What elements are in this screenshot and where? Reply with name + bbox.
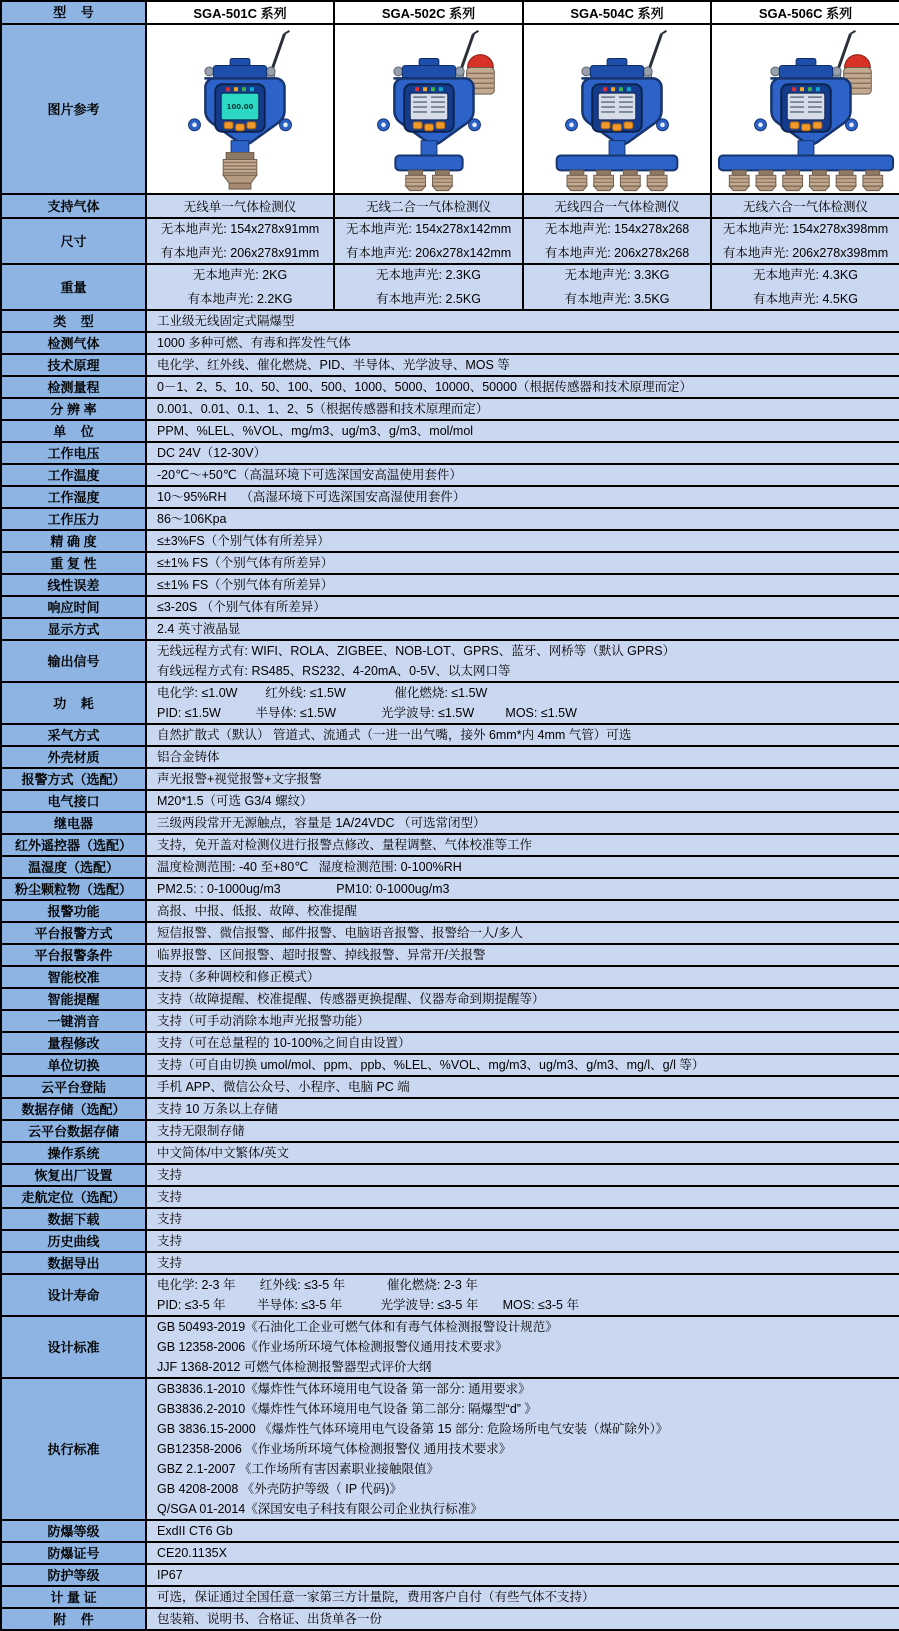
value-line: 无本地声光: 154x278x142mm [345, 222, 512, 236]
support-value: 无线四合一气体检测仪 [523, 194, 711, 218]
row-value [146, 1164, 899, 1186]
row-value [146, 1586, 899, 1608]
support-value: 无线六合一气体检测仪 [711, 194, 899, 218]
table-row-models [1, 1, 899, 24]
table-row [1, 768, 899, 790]
value-line: IP67 [157, 1568, 183, 1582]
value-line: -20℃～+50℃（高温环境下可选深国安高温使用套件） [157, 468, 462, 482]
table-row [1, 1032, 899, 1054]
table-row [1, 530, 899, 552]
table-row [1, 1164, 899, 1186]
row-value [146, 376, 899, 398]
row-label-images: 图片参考 [1, 24, 146, 194]
table-row [1, 1564, 899, 1586]
table-row [1, 640, 899, 682]
row-label: 继电器 [1, 812, 146, 834]
value-line: 支持 10 万条以上存储 [157, 1102, 278, 1116]
row-value [146, 966, 899, 988]
gas-detector-icon [336, 25, 522, 193]
row-label: 工作湿度 [1, 486, 146, 508]
row-label: 单 位 [1, 420, 146, 442]
row-label: 温湿度（选配） [1, 856, 146, 878]
gas-detector-icon [713, 25, 899, 193]
row-label-support: 支持气体 [1, 194, 146, 218]
row-label: 数据导出 [1, 1252, 146, 1274]
row-value [146, 354, 899, 376]
table-row [1, 1608, 899, 1630]
value-line: 支持，免开盖对检测仪进行报警点修改、量程调整、气体校准等工作 [157, 838, 533, 852]
row-value [146, 768, 899, 790]
gas-detector-image [335, 25, 522, 193]
value-line: 短信报警、微信报警、邮件报警、电脑语音报警、报警给一人/多人 [157, 926, 523, 940]
row-label: 附 件 [1, 1608, 146, 1630]
row-value [146, 1520, 899, 1542]
value-line: ExdII CT6 Gb [157, 1524, 233, 1538]
value-line: 有本地声光: 4.5KG [753, 292, 858, 306]
row-value [146, 988, 899, 1010]
value-line: 工业级无线固定式隔爆型 [157, 314, 295, 328]
table-row [1, 420, 899, 442]
value-line: 无本地声光: 2.3KG [376, 268, 481, 282]
row-value [146, 746, 899, 768]
value-line: 电化学: 2-3 年 红外线: ≤3-5 年 催化燃烧: 2-3 年 [157, 1278, 478, 1292]
value-line: GB 50493-2019《石油化工企业可燃气体和有毒气体检测报警设计规范》 [157, 1320, 558, 1334]
value-line: 三级两段常开无源触点，容量是 1A/24VDC （可选常闭型） [157, 816, 486, 830]
row-value [146, 1274, 899, 1316]
table-row [1, 464, 899, 486]
table-row [1, 508, 899, 530]
table-row [1, 596, 899, 618]
value-line: 有本地声光: 206x278x398mm [722, 246, 889, 260]
row-value [146, 834, 899, 856]
row-label: 防爆证号 [1, 1542, 146, 1564]
row-value [146, 640, 899, 682]
value-line: 有本地声光: 206x278x91mm [160, 246, 320, 260]
size-value [334, 218, 523, 264]
value-line: M20*1.5（可选 G3/4 螺纹） [157, 794, 313, 808]
model-header: SGA-504C 系列 [523, 1, 711, 24]
table-row [1, 1098, 899, 1120]
table-row [1, 332, 899, 354]
table-row [1, 1520, 899, 1542]
row-label: 执行标准 [1, 1378, 146, 1520]
value-line: ≤3-20S （个别气体有所差异） [157, 600, 326, 614]
row-label: 工作压力 [1, 508, 146, 530]
table-row [1, 746, 899, 768]
row-value [146, 922, 899, 944]
row-label: 工作电压 [1, 442, 146, 464]
value-line: 10～95%RH （高湿环境下可选深国安高湿使用套件） [157, 490, 466, 504]
row-label: 检测量程 [1, 376, 146, 398]
row-label: 计 量 证 [1, 1586, 146, 1608]
value-line: 0－1、2、5、10、50、100、500、1000、5000、10000、50000（根据传感器和技术原理而定） [157, 380, 692, 394]
value-line: 铝合金铸体 [157, 750, 220, 764]
row-value [146, 1542, 899, 1564]
row-label: 粉尘颗粒物（选配） [1, 878, 146, 900]
value-line: 高报、中报、低报、故障、校准提醒 [157, 904, 358, 918]
row-value [146, 1378, 899, 1520]
row-label: 恢复出厂设置 [1, 1164, 146, 1186]
row-value [146, 1186, 899, 1208]
row-label: 工作温度 [1, 464, 146, 486]
table-row-size_row [1, 218, 899, 264]
support-value: 无线单一气体检测仪 [146, 194, 334, 218]
row-value [146, 508, 899, 530]
row-label: 重 复 性 [1, 552, 146, 574]
row-value [146, 574, 899, 596]
table-row [1, 1054, 899, 1076]
row-value [146, 1252, 899, 1274]
row-value [146, 1230, 899, 1252]
value-line: ≤±3%FS（个别气体有所差异） [157, 534, 330, 548]
row-value [146, 310, 899, 332]
row-value [146, 812, 899, 834]
value-line: DC 24V（12-30V） [157, 446, 267, 460]
row-value [146, 944, 899, 966]
value-line: 中文简体/中文繁体/英文 [157, 1146, 289, 1160]
row-value [146, 1608, 899, 1630]
row-value [146, 1316, 899, 1378]
table-row [1, 618, 899, 640]
value-line: 无本地声光: 4.3KG [753, 268, 858, 282]
row-value [146, 1564, 899, 1586]
row-value [146, 464, 899, 486]
row-value [146, 420, 899, 442]
table-row [1, 988, 899, 1010]
value-line: 支持 [157, 1190, 183, 1204]
value-line: 电化学: ≤1.0W 红外线: ≤1.5W 催化燃烧: ≤1.5W [157, 686, 488, 700]
model-header: SGA-501C 系列 [146, 1, 334, 24]
value-line: Q/SGA 01-2014《深国安电子科技有限公司企业执行标准》 [157, 1502, 483, 1516]
table-row [1, 1252, 899, 1274]
row-label: 智能提醒 [1, 988, 146, 1010]
value-line: 有本地声光: 2.2KG [187, 292, 293, 306]
value-line: 可选，保证通过全国任意一家第三方计量院，费用客户自付（有些气体不支持） [157, 1590, 595, 1604]
row-value [146, 878, 899, 900]
row-value [146, 530, 899, 552]
table-row [1, 574, 899, 596]
device-cell [334, 24, 523, 194]
row-label: 精 确 度 [1, 530, 146, 552]
row-label: 数据存储（选配） [1, 1098, 146, 1120]
value-line: ≤±1% FS（个别气体有所差异） [157, 556, 334, 570]
row-label: 一键消音 [1, 1010, 146, 1032]
table-row [1, 1378, 899, 1520]
row-label: 智能校准 [1, 966, 146, 988]
value-line: 支持 [157, 1234, 183, 1248]
table-row [1, 1142, 899, 1164]
gas-detector-icon [147, 25, 333, 193]
table-row [1, 856, 899, 878]
row-value [146, 724, 899, 746]
row-label: 历史曲线 [1, 1230, 146, 1252]
weight-value [146, 264, 334, 310]
value-line: 86～106Kpa [157, 512, 227, 526]
value-line: 支持（故障提醒、校准提醒、传感器更换提醒、仪器寿命到期提醒等） [157, 992, 545, 1006]
row-label: 类 型 [1, 310, 146, 332]
table-row-weight_row [1, 264, 899, 310]
value-line: 无本地声光: 2KG [192, 268, 288, 282]
value-line: 2.4 英寸液晶显 [157, 622, 241, 636]
table-row [1, 834, 899, 856]
table-row [1, 376, 899, 398]
row-value [146, 1032, 899, 1054]
row-label: 显示方式 [1, 618, 146, 640]
value-line: JJF 1368-2012 可燃气体检测报警器型式评价大纲 [157, 1360, 432, 1374]
row-label: 电气接口 [1, 790, 146, 812]
gas-detector-icon [524, 25, 710, 193]
table-row [1, 1274, 899, 1316]
value-line: GB12358-2006 《作业场所环境气体检测报警仪 通用技术要求》 [157, 1442, 512, 1456]
table-row-images [1, 24, 899, 194]
table-row [1, 966, 899, 988]
table-row [1, 486, 899, 508]
row-label: 设计寿命 [1, 1274, 146, 1316]
gas-detector-image [147, 25, 333, 193]
row-label: 输出信号 [1, 640, 146, 682]
weight-value [711, 264, 899, 310]
value-line: 无本地声光: 3.3KG [564, 268, 670, 282]
row-label: 平台报警方式 [1, 922, 146, 944]
table-row [1, 1316, 899, 1378]
table-row [1, 354, 899, 376]
row-label: 单位切换 [1, 1054, 146, 1076]
size-value [523, 218, 711, 264]
value-line: 有本地声光: 2.5KG [376, 292, 481, 306]
row-label: 防爆等级 [1, 1520, 146, 1542]
value-line: 支持无限制存储 [157, 1124, 245, 1138]
row-value [146, 1076, 899, 1098]
table-row [1, 1586, 899, 1608]
row-label: 云平台登陆 [1, 1076, 146, 1098]
row-value [146, 1208, 899, 1230]
table-row [1, 812, 899, 834]
row-label: 线性误差 [1, 574, 146, 596]
value-line: 有线远程方式有: RS485、RS232、4-20mA、0-5V、以太网口等 [157, 664, 511, 678]
value-line: ≤±1% FS（个别气体有所差异） [157, 578, 334, 592]
row-value [146, 682, 899, 724]
size-value [711, 218, 899, 264]
row-label: 防护等级 [1, 1564, 146, 1586]
table-row [1, 724, 899, 746]
row-value [146, 1120, 899, 1142]
table-row [1, 944, 899, 966]
row-label: 设计标准 [1, 1316, 146, 1378]
value-line: 支持（多种调校和修正模式） [157, 970, 320, 984]
model-header: SGA-506C 系列 [711, 1, 899, 24]
value-line: 声光报警+视觉报警+文字报警 [157, 772, 322, 786]
weight-value [523, 264, 711, 310]
row-label: 尺寸 [1, 218, 146, 264]
table-row-support [1, 194, 899, 218]
row-label: 数据下载 [1, 1208, 146, 1230]
value-line: PPM、%LEL、%VOL、mg/m3、ug/m3、g/m3、mol/mol [157, 424, 474, 438]
table-row [1, 682, 899, 724]
row-label: 红外遥控器（选配） [1, 834, 146, 856]
row-value [146, 1142, 899, 1164]
value-line: 支持（可在总量程的 10-100%之间自由设置） [157, 1036, 411, 1050]
row-value [146, 1010, 899, 1032]
value-line: GB3836.2-2010《爆炸性气体环境用电气设备 第二部分: 隔爆型“d” 》 [157, 1402, 537, 1416]
value-line: PID: ≤3-5 年 半导体: ≤3-5 年 光学波导: ≤3-5 年 MOS: ≤3-5 年 [157, 1298, 579, 1312]
row-label: 重量 [1, 264, 146, 310]
value-line: GBZ 2.1-2007 《工作场所有害因素职业接触限值》 [157, 1462, 439, 1476]
row-label: 平台报警条件 [1, 944, 146, 966]
row-label: 检测气体 [1, 332, 146, 354]
row-label: 采气方式 [1, 724, 146, 746]
value-line: 无本地声光: 154x278x398mm [722, 222, 889, 236]
table-row [1, 310, 899, 332]
value-line: 支持 [157, 1168, 183, 1182]
device-cell [711, 24, 899, 194]
value-line: 自然扩散式（默认） 管道式、流通式（一进一出气嘴，接外 6mm*内 4mm 气管）可选 [157, 728, 632, 742]
value-line: 1000 多种可燃、有毒和挥发性气体 [157, 336, 351, 350]
table-row [1, 442, 899, 464]
row-value [146, 900, 899, 922]
table-row [1, 1010, 899, 1032]
support-value: 无线二合一气体检测仪 [334, 194, 523, 218]
row-value [146, 332, 899, 354]
table-row [1, 790, 899, 812]
gas-detector-image [524, 25, 710, 193]
value-line: 无本地声光: 154x278x268 [544, 222, 690, 236]
value-line: 有本地声光: 3.5KG [564, 292, 670, 306]
row-value [146, 486, 899, 508]
value-line: 包装箱、说明书、合格证、出货单各一份 [157, 1612, 383, 1626]
table-row [1, 398, 899, 420]
row-value [146, 790, 899, 812]
row-label: 操作系统 [1, 1142, 146, 1164]
value-line: 支持（可自由切换 umol/mol、ppm、ppb、%LEL、%VOL、mg/m3、ug/m3、g/m3、mg/l、g/l 等） [157, 1058, 705, 1072]
device-cell [146, 24, 334, 194]
value-line: 电化学、红外线、催化燃烧、PID、半导体、光学波导、MOS 等 [157, 358, 510, 372]
model-header: SGA-502C 系列 [334, 1, 523, 24]
weight-value [334, 264, 523, 310]
table-row [1, 1208, 899, 1230]
row-value [146, 596, 899, 618]
value-line: 0.001、0.01、0.1、1、2、5（根据传感器和技术原理而定） [157, 402, 489, 416]
value-line: PM2.5: : 0-1000ug/m3 PM10: 0-1000ug/m3 [157, 882, 450, 896]
value-line: CE20.1135X [157, 1546, 227, 1560]
value-line: 支持 [157, 1212, 183, 1226]
row-label: 分 辨 率 [1, 398, 146, 420]
row-label: 走航定位（选配） [1, 1186, 146, 1208]
value-line: GB3836.1-2010《爆炸性气体环境用电气设备 第一部分: 通用要求》 [157, 1382, 531, 1396]
row-value [146, 1054, 899, 1076]
row-value [146, 618, 899, 640]
row-label-model: 型 号 [1, 1, 146, 24]
row-label: 外壳材质 [1, 746, 146, 768]
row-label: 云平台数据存储 [1, 1120, 146, 1142]
value-line: 无线远程方式有: WIFI、ROLA、ZIGBEE、NOB-LOT、GPRS、蓝牙、网桥等（默认 GPRS） [157, 644, 676, 658]
row-label: 量程修改 [1, 1032, 146, 1054]
table-row [1, 1542, 899, 1564]
table-row [1, 1076, 899, 1098]
row-value [146, 1098, 899, 1120]
value-line: 支持 [157, 1256, 183, 1270]
row-label: 响应时间 [1, 596, 146, 618]
value-line: GB 4208-2008 《外壳防护等级（ IP 代码)》 [157, 1482, 402, 1496]
row-value [146, 552, 899, 574]
row-label: 报警功能 [1, 900, 146, 922]
table-row [1, 878, 899, 900]
table-row [1, 1120, 899, 1142]
table-row [1, 552, 899, 574]
value-line: 手机 APP、微信公众号、小程序、电脑 PC 端 [157, 1080, 410, 1094]
table-row [1, 922, 899, 944]
svg-text:100.00: 100.00 [226, 103, 254, 111]
value-line: 无本地声光: 154x278x91mm [160, 222, 320, 236]
value-line: 有本地声光: 206x278x268 [544, 246, 690, 260]
row-label: 技术原理 [1, 354, 146, 376]
table-row [1, 1186, 899, 1208]
row-value [146, 856, 899, 878]
row-label: 报警方式（选配） [1, 768, 146, 790]
value-line: PID: ≤1.5W 半导体: ≤1.5W 光学波导: ≤1.5W MOS: ≤1.5W [157, 706, 577, 720]
gas-detector-image [712, 25, 899, 193]
row-label: 功 耗 [1, 682, 146, 724]
table-row [1, 900, 899, 922]
value-line: 温度检测范围: -40 至+80℃ 湿度检测范围: 0-100%RH [157, 860, 462, 874]
table-row [1, 1230, 899, 1252]
value-line: GB 3836.15-2000 《爆炸性气体环境用电气设备第 15 部分: 危险场所电气安装（煤矿除外）》 [157, 1422, 669, 1436]
value-line: 临界报警、区间报警、超时报警、掉线报警、异常开/关报警 [157, 948, 486, 962]
value-line: 支持（可手动消除本地声光报警功能） [157, 1014, 370, 1028]
value-line: GB 12358-2006《作业场所环境气体检测报警仪通用技术要求》 [157, 1340, 508, 1354]
device-cell [523, 24, 711, 194]
row-value [146, 398, 899, 420]
size-value [146, 218, 334, 264]
value-line: 有本地声光: 206x278x142mm [345, 246, 512, 260]
row-value [146, 442, 899, 464]
